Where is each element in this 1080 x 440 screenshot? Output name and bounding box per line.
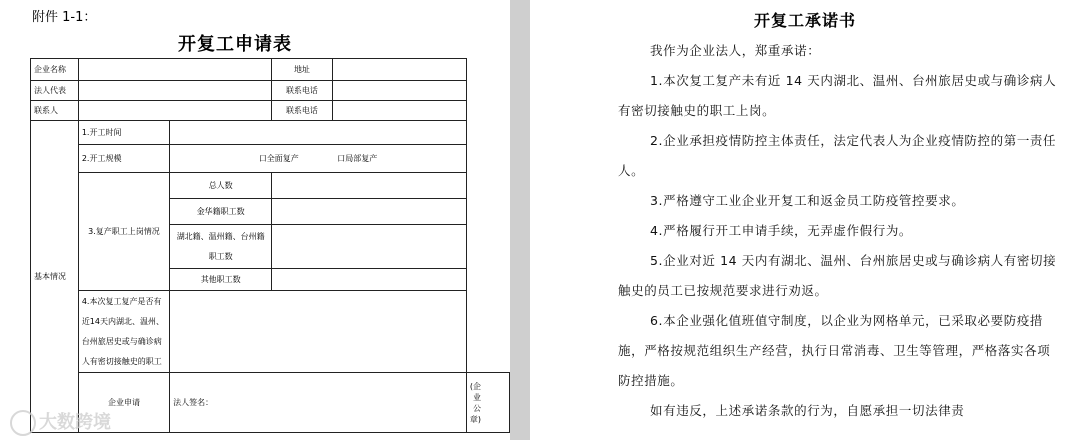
attachment-label: 附件 1-1： — [32, 10, 97, 25]
commitment-closing: 如有违反，上述承诺条款的行为，自愿承担一切法律责 — [650, 403, 965, 418]
contact-phone2-label: 联系电话 — [272, 101, 332, 121]
hubei-field[interactable] — [272, 225, 467, 269]
form-title: 开复工申请表 — [178, 34, 292, 55]
commitment-title: 开复工承诺书 — [753, 11, 856, 30]
company-name-label: 企业名称 — [31, 59, 79, 81]
commitment-body — [618, 36, 1058, 426]
application-form-table — [30, 58, 510, 433]
commitment-item-1: 1.本次复工复产未有近 14 天内湖北、温州、台州旅居史或与确诊病人有密切接触史的职工上岗。 — [618, 73, 1057, 118]
contact-phone2-field[interactable] — [332, 101, 466, 121]
seal-label: (企业公章) — [466, 373, 509, 433]
page-gap — [510, 0, 530, 440]
contact-phone-label: 联系电话 — [272, 81, 332, 101]
partial-resume-option[interactable]: 口局部复产 — [337, 154, 378, 163]
start-time-label: 1.开工时间 — [78, 121, 169, 145]
scale-label: 2.开工规模 — [78, 145, 169, 173]
hubei-label: 湖北籍、温州籍、台州籍职工数 — [170, 225, 272, 269]
others-field[interactable] — [272, 269, 467, 291]
address-field[interactable] — [332, 59, 466, 81]
commitment-intro: 我作为企业法人，郑重承诺： — [650, 43, 821, 58]
enterprise-apply-label: 企业申请 — [78, 373, 169, 433]
contact-person-label: 联系人 — [31, 101, 79, 121]
q4-label: 4.本次复工复产是否有近14天内湖北、温州、台州旅居史或与确诊病人有密切接触史的职工 — [78, 291, 169, 373]
legal-sign-label[interactable]: 法人签名： — [170, 373, 467, 433]
commitment-item-5: 5.企业对近 14 天内有湖北、温州、台州旅居史或与确诊病人有密切接触史的员工已按规范要求进行劝返。 — [618, 253, 1057, 298]
full-resume-option[interactable]: 口全面复产 — [258, 154, 299, 163]
q4-field[interactable] — [170, 291, 467, 373]
contact-phone-field[interactable] — [332, 81, 466, 101]
jinhua-label: 金华籍职工数 — [170, 199, 272, 225]
start-time-field[interactable] — [170, 121, 467, 145]
commitment-item-3: 3.严格遵守工业企业开复工和返金员工防疫管控要求。 — [650, 193, 965, 208]
basic-info-label: 基本情况 — [31, 121, 79, 433]
company-name-field[interactable] — [78, 59, 271, 81]
contact-person-field[interactable] — [78, 101, 271, 121]
total-field[interactable] — [272, 173, 467, 199]
address-label: 地址 — [272, 59, 332, 81]
total-label: 总人数 — [170, 173, 272, 199]
legal-rep-label: 法人代表 — [31, 81, 79, 101]
commitment-item-4: 4.严格履行开工申请手续，无弄虚作假行为。 — [650, 223, 913, 238]
others-label: 其他职工数 — [170, 269, 272, 291]
commitment-item-6: 6.本企业强化值班值守制度，以企业为网格单元，已采取必要防疫措施，严格按规范组织生产经营，执行日常消毒、卫生等管理，严格落实各项防控措施。 — [618, 313, 1051, 388]
scale-options — [170, 145, 467, 173]
application-form-page — [0, 0, 510, 440]
commitment-item-2: 2.企业承担疫情防控主体责任，法定代表人为企业疫情防控的第一责任人。 — [618, 133, 1057, 178]
staff-section-label: 3.复产职工上岗情况 — [78, 173, 169, 291]
legal-rep-field[interactable] — [78, 81, 271, 101]
watermark-logo-icon — [10, 410, 36, 436]
commitment-page — [530, 0, 1080, 440]
watermark: 大数跨境 — [10, 408, 111, 436]
jinhua-field[interactable] — [272, 199, 467, 225]
